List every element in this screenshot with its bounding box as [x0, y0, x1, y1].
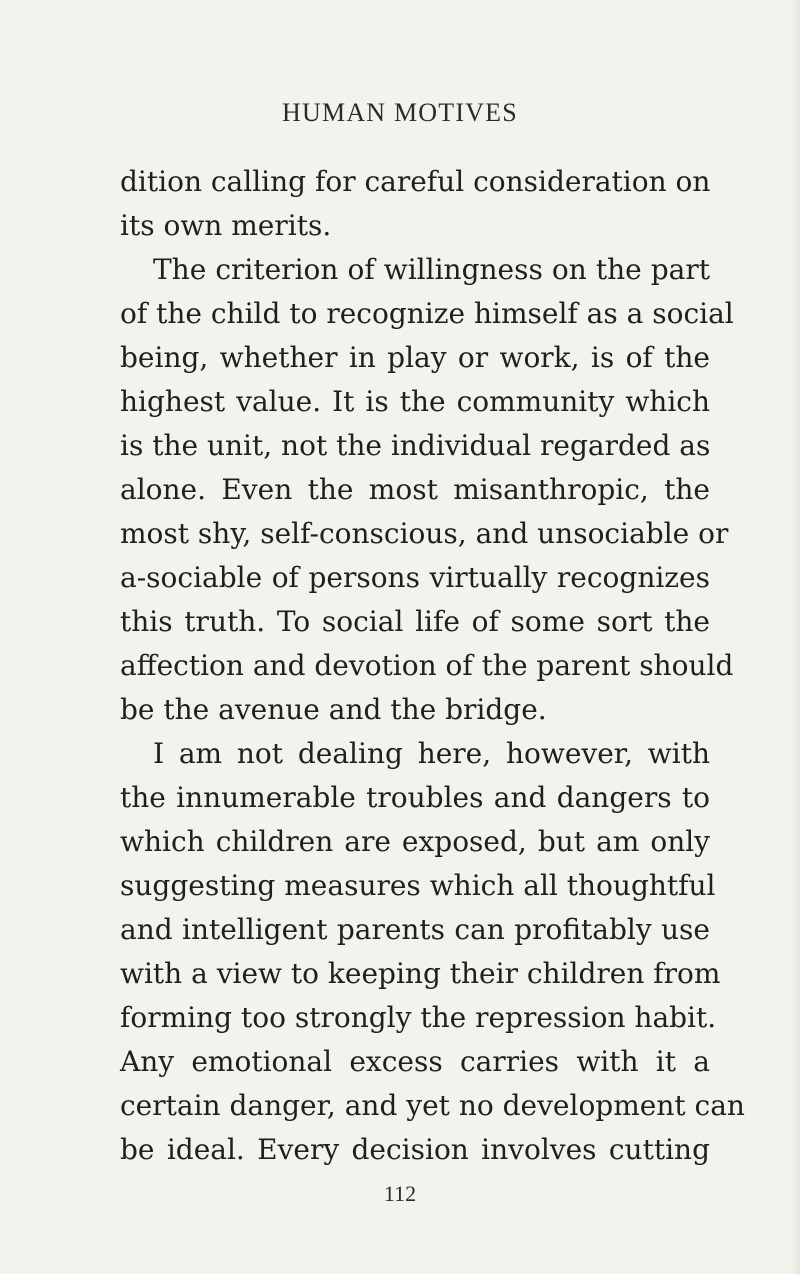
text-line: suggesting measures which all thoughtful [120, 869, 716, 902]
text-line: being, whether in play or work, is of the [120, 341, 710, 374]
text-line: this truth. To social life of some sort the [120, 605, 710, 638]
text-line: the innumerable troubles and dangers to [120, 781, 710, 814]
text-line: be the avenue and the bridge. [120, 693, 547, 726]
text-line: which children are exposed, but am only [120, 825, 710, 858]
text-line: with a view to keeping their children from [120, 957, 721, 990]
text-line: of the child to recognize himself as a social [120, 297, 734, 330]
text-line: affection and devotion of the parent should [120, 649, 734, 682]
running-head: HUMAN MOTIVES [282, 98, 518, 127]
text-line: highest value. It is the community which [120, 385, 710, 418]
text-line: forming too strongly the repression habit. [120, 1001, 717, 1034]
text-line: be ideal. Every decision involves cutting [120, 1133, 710, 1166]
text-line: I am not dealing here, however, with [153, 737, 710, 770]
text-line: Any emotional excess carries with it a [120, 1045, 710, 1078]
page-number: 112 [383, 1181, 417, 1206]
text-line: The criterion of willingness on the part [153, 253, 710, 286]
text-line: most shy, self-conscious, and unsociable or [120, 517, 729, 550]
text-line: and intelligent parents can profitably use [120, 913, 710, 946]
text-line: a-sociable of persons virtually recognizes [120, 561, 710, 594]
text-line: dition calling for careful consideration on [120, 165, 711, 198]
text-line: certain danger, and yet no development can [120, 1089, 745, 1122]
text-line: its own merits. [120, 209, 332, 242]
page-edge [790, 0, 800, 1274]
text-line: is the unit, not the individual regarded as [120, 429, 711, 462]
text-line: alone. Even the most misanthropic, the [120, 473, 710, 506]
body-text [120, 160, 745, 1172]
